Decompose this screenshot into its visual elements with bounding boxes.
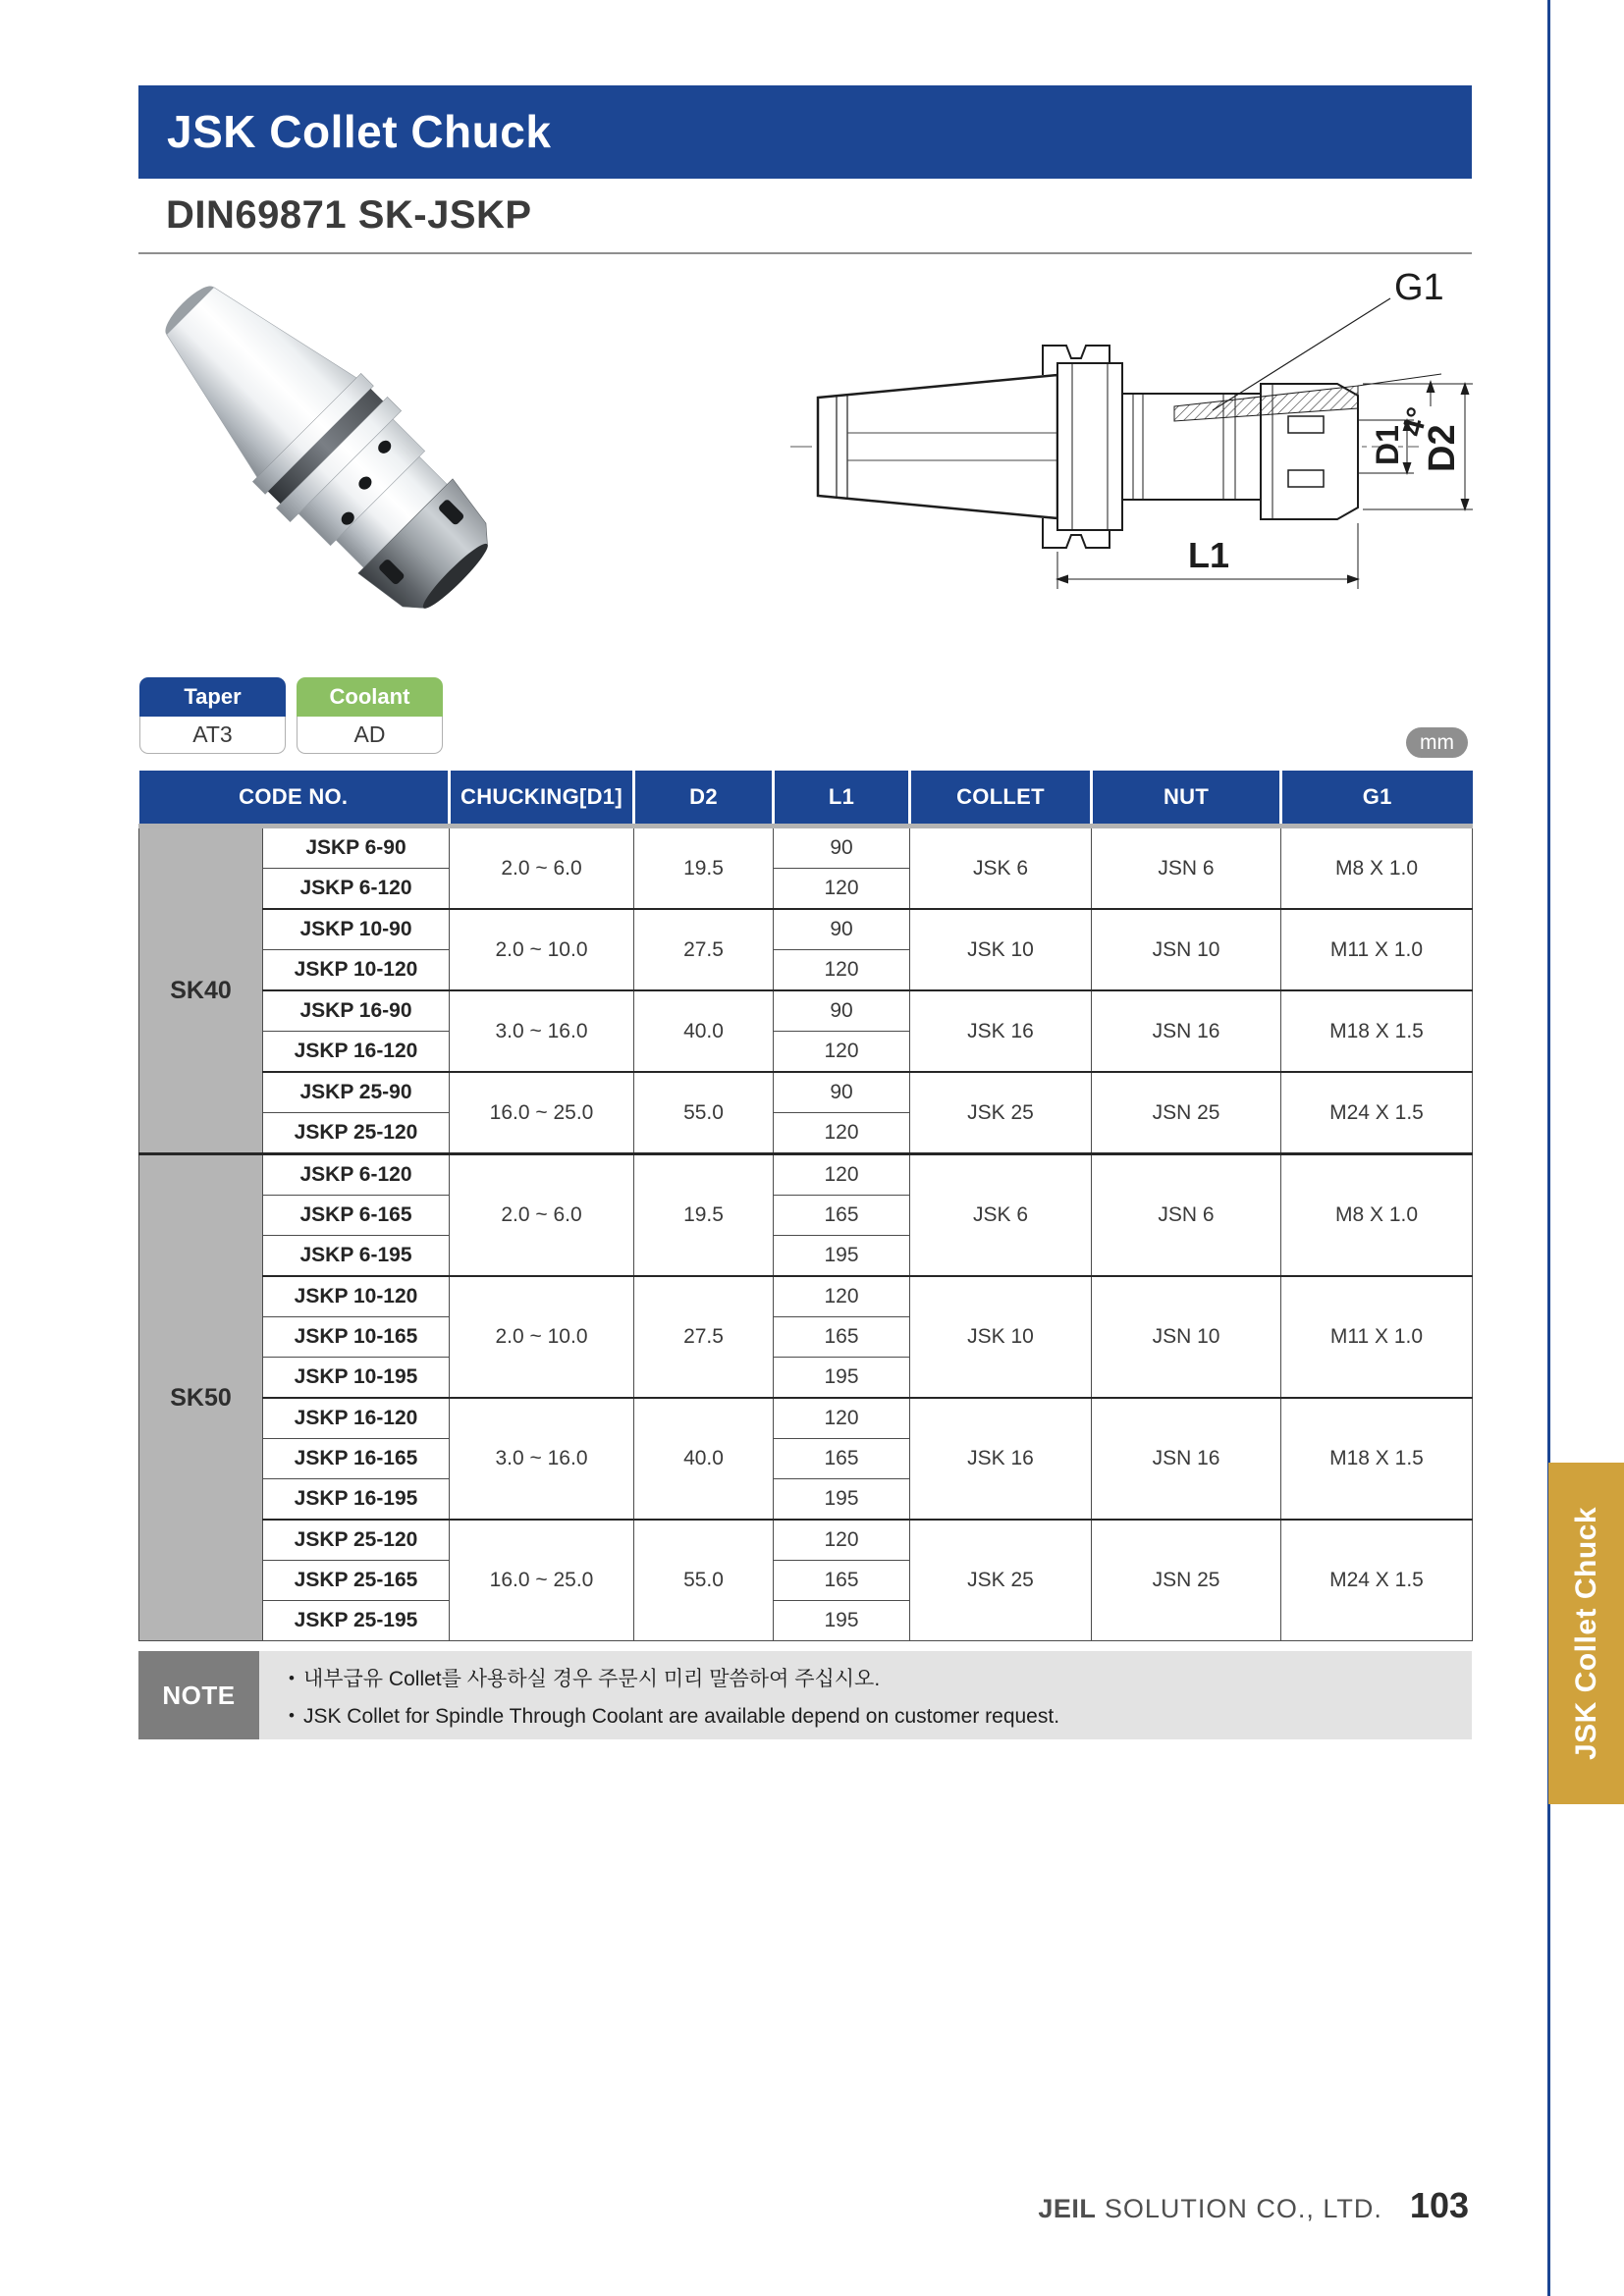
table-row bbox=[139, 1520, 1473, 1561]
cell-g1: M24 X 1.5 bbox=[1281, 1072, 1473, 1154]
group-label: SK40 bbox=[139, 827, 263, 1154]
cell-collet: JSK 10 bbox=[910, 1276, 1092, 1398]
cell-chucking: 2.0 ~ 6.0 bbox=[450, 1154, 634, 1277]
cell-code: JSKP 10-90 bbox=[263, 909, 450, 950]
company-name: SOLUTION CO., LTD. bbox=[1096, 2194, 1382, 2223]
cell-l1: 165 bbox=[774, 1196, 910, 1236]
section-tab[interactable] bbox=[1548, 1463, 1624, 1804]
cell-l1: 165 bbox=[774, 1317, 910, 1358]
column-header: D2 bbox=[634, 771, 774, 827]
cell-code: JSKP 25-90 bbox=[263, 1072, 450, 1113]
drawing-nut-slot bbox=[1288, 416, 1324, 433]
technical-drawing bbox=[766, 260, 1483, 599]
cell-g1: M18 X 1.5 bbox=[1281, 1398, 1473, 1520]
cell-code: JSKP 6-90 bbox=[263, 827, 450, 869]
cell-g1: M11 X 1.0 bbox=[1281, 1276, 1473, 1398]
cell-collet: JSK 25 bbox=[910, 1520, 1092, 1641]
note-body bbox=[259, 1651, 1472, 1739]
cell-code: JSKP 16-120 bbox=[263, 1398, 450, 1439]
cell-l1: 90 bbox=[774, 1072, 910, 1113]
cell-g1: M8 X 1.0 bbox=[1281, 1154, 1473, 1277]
cell-collet: JSK 16 bbox=[910, 1398, 1092, 1520]
cell-code: JSKP 16-165 bbox=[263, 1439, 450, 1479]
page-edge-rule bbox=[1547, 0, 1550, 2296]
cell-code: JSKP 10-120 bbox=[263, 950, 450, 991]
label-d2: D2 bbox=[1422, 424, 1463, 472]
table-row bbox=[139, 1154, 1473, 1196]
taper-tag-label: Taper bbox=[139, 677, 286, 717]
cell-l1: 120 bbox=[774, 1520, 910, 1561]
cell-chucking: 16.0 ~ 25.0 bbox=[450, 1072, 634, 1154]
cell-code: JSKP 25-120 bbox=[263, 1520, 450, 1561]
section-tab-label: JSK Collet Chuck bbox=[1569, 1506, 1602, 1761]
cell-code: JSKP 25-120 bbox=[263, 1113, 450, 1154]
cell-d2: 19.5 bbox=[634, 827, 774, 910]
cell-code: JSKP 6-165 bbox=[263, 1196, 450, 1236]
cell-l1: 165 bbox=[774, 1561, 910, 1601]
cell-collet: JSK 25 bbox=[910, 1072, 1092, 1154]
page-title: JSK Collet Chuck bbox=[167, 106, 552, 157]
cell-chucking: 3.0 ~ 16.0 bbox=[450, 990, 634, 1072]
cell-l1: 120 bbox=[774, 1154, 910, 1196]
label-g1: G1 bbox=[1394, 267, 1444, 308]
cell-g1: M8 X 1.0 bbox=[1281, 827, 1473, 910]
coolant-tag bbox=[297, 677, 443, 754]
spec-table bbox=[138, 771, 1473, 1641]
cell-g1: M18 X 1.5 bbox=[1281, 990, 1473, 1072]
drawing-flange bbox=[1057, 363, 1122, 530]
table-row bbox=[139, 990, 1473, 1032]
cell-d2: 55.0 bbox=[634, 1520, 774, 1641]
group-label: SK50 bbox=[139, 1154, 263, 1641]
cell-code: JSKP 10-165 bbox=[263, 1317, 450, 1358]
cell-d2: 55.0 bbox=[634, 1072, 774, 1154]
drawing-nut-slot bbox=[1288, 470, 1324, 487]
cell-l1: 90 bbox=[774, 827, 910, 869]
note-box bbox=[138, 1651, 1472, 1739]
cell-d2: 27.5 bbox=[634, 1276, 774, 1398]
column-header: NUT bbox=[1092, 771, 1281, 827]
cell-l1: 120 bbox=[774, 1113, 910, 1154]
company-name-bold: JEIL bbox=[1038, 2194, 1097, 2223]
cell-code: JSKP 6-120 bbox=[263, 869, 450, 910]
cell-nut: JSN 6 bbox=[1092, 1154, 1281, 1277]
label-d1: D1 bbox=[1370, 425, 1405, 465]
column-header: G1 bbox=[1281, 771, 1473, 827]
cell-l1: 195 bbox=[774, 1236, 910, 1277]
taper-tag bbox=[139, 677, 286, 754]
cell-chucking: 16.0 ~ 25.0 bbox=[450, 1520, 634, 1641]
cell-chucking: 2.0 ~ 6.0 bbox=[450, 827, 634, 910]
cell-d2: 40.0 bbox=[634, 990, 774, 1072]
cell-l1: 120 bbox=[774, 1276, 910, 1317]
page-number: 103 bbox=[1409, 2185, 1469, 2225]
cell-l1: 90 bbox=[774, 909, 910, 950]
cell-chucking: 2.0 ~ 10.0 bbox=[450, 1276, 634, 1398]
cell-code: JSKP 10-195 bbox=[263, 1358, 450, 1399]
spec-table-header bbox=[139, 771, 1473, 827]
cell-l1: 195 bbox=[774, 1358, 910, 1399]
page-footer bbox=[1038, 2185, 1469, 2226]
cell-nut: JSN 6 bbox=[1092, 827, 1281, 910]
label-l1: L1 bbox=[1188, 535, 1230, 575]
cell-code: JSKP 16-195 bbox=[263, 1479, 450, 1521]
unit-badge: mm bbox=[1406, 727, 1468, 758]
table-row bbox=[139, 827, 1473, 869]
column-header: CHUCKING[D1] bbox=[450, 771, 634, 827]
note-label: NOTE bbox=[138, 1651, 259, 1739]
coolant-tag-value: AD bbox=[297, 717, 443, 754]
cell-nut: JSN 10 bbox=[1092, 909, 1281, 990]
cell-collet: JSK 16 bbox=[910, 990, 1092, 1072]
cell-code: JSKP 25-195 bbox=[263, 1601, 450, 1641]
cell-g1: M11 X 1.0 bbox=[1281, 909, 1473, 990]
cell-nut: JSN 10 bbox=[1092, 1276, 1281, 1398]
table-row bbox=[139, 1072, 1473, 1113]
drawing-taper-shank bbox=[818, 375, 1057, 518]
spec-table-body bbox=[139, 827, 1473, 1641]
product-photo bbox=[103, 236, 535, 648]
cell-chucking: 3.0 ~ 16.0 bbox=[450, 1398, 634, 1520]
cell-code: JSKP 16-120 bbox=[263, 1032, 450, 1073]
note-item: • JSK Collet for Spindle Through Coolant are available depend on customer request. bbox=[289, 1705, 1472, 1729]
column-header: L1 bbox=[774, 771, 910, 827]
cell-l1: 120 bbox=[774, 1032, 910, 1073]
table-row bbox=[139, 1398, 1473, 1439]
cell-d2: 19.5 bbox=[634, 1154, 774, 1277]
table-row bbox=[139, 909, 1473, 950]
cell-g1: M24 X 1.5 bbox=[1281, 1520, 1473, 1641]
note-item: • 내부급유 Collet를 사용하실 경우 주문시 미리 말씀하여 주십시오. bbox=[289, 1663, 1472, 1692]
cell-code: JSKP 16-90 bbox=[263, 990, 450, 1032]
taper-tag-value: AT3 bbox=[139, 717, 286, 754]
cell-l1: 120 bbox=[774, 950, 910, 991]
cell-l1: 165 bbox=[774, 1439, 910, 1479]
cell-nut: JSN 25 bbox=[1092, 1072, 1281, 1154]
page-title-banner bbox=[138, 85, 1472, 179]
cell-collet: JSK 10 bbox=[910, 909, 1092, 990]
cell-collet: JSK 6 bbox=[910, 1154, 1092, 1277]
column-header: COLLET bbox=[910, 771, 1092, 827]
column-header: CODE NO. bbox=[139, 771, 450, 827]
cell-nut: JSN 16 bbox=[1092, 1398, 1281, 1520]
cell-l1: 195 bbox=[774, 1479, 910, 1521]
cell-l1: 120 bbox=[774, 869, 910, 910]
model-subtitle: DIN69871 SK-JSKP bbox=[166, 193, 532, 237]
cell-nut: JSN 16 bbox=[1092, 990, 1281, 1072]
cell-collet: JSK 6 bbox=[910, 827, 1092, 910]
table-row bbox=[139, 1276, 1473, 1317]
cell-nut: JSN 25 bbox=[1092, 1520, 1281, 1641]
cell-code: JSKP 6-120 bbox=[263, 1154, 450, 1196]
cell-code: JSKP 25-165 bbox=[263, 1561, 450, 1601]
cell-l1: 195 bbox=[774, 1601, 910, 1641]
label-angle: 4° bbox=[1395, 403, 1435, 440]
cell-d2: 40.0 bbox=[634, 1398, 774, 1520]
cell-code: JSKP 6-195 bbox=[263, 1236, 450, 1277]
cell-d2: 27.5 bbox=[634, 909, 774, 990]
cell-l1: 90 bbox=[774, 990, 910, 1032]
cell-chucking: 2.0 ~ 10.0 bbox=[450, 909, 634, 990]
coolant-tag-label: Coolant bbox=[297, 677, 443, 717]
cell-code: JSKP 10-120 bbox=[263, 1276, 450, 1317]
cell-l1: 120 bbox=[774, 1398, 910, 1439]
